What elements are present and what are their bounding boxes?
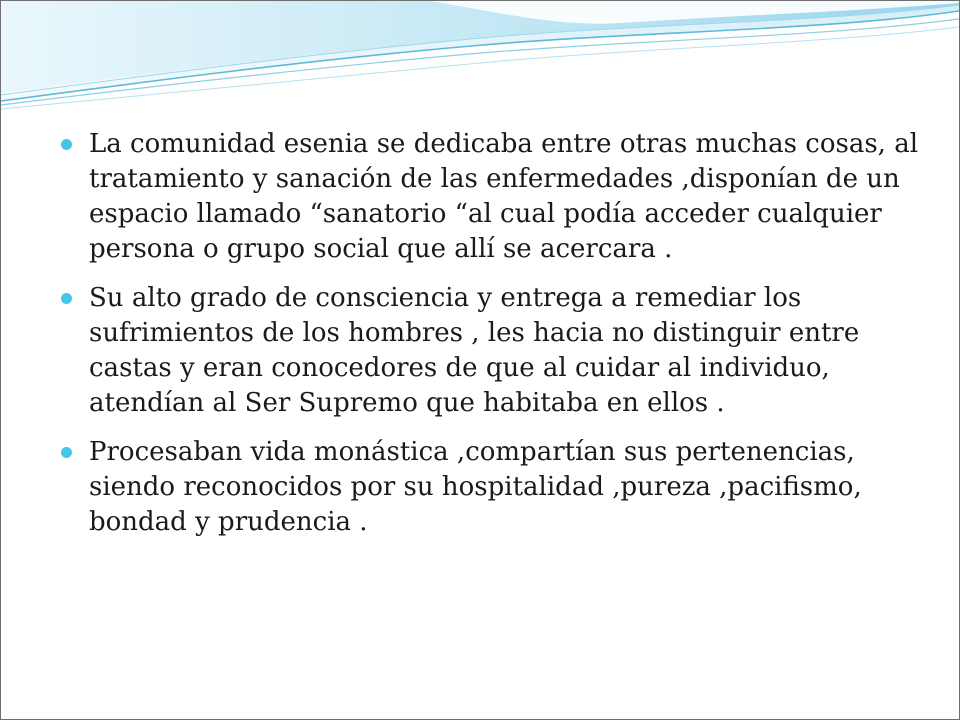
bullet-text: La comunidad esenia se dedicaba entre otras muchas cosas, al tratamiento y sanación de las enfermedades ,disponían de un espacio llamado “sanatorio “al cual podía acceder cualquier persona o grupo social que allí se acercara . <box>89 129 919 264</box>
bullet-list <box>61 127 931 540</box>
bullet-item <box>61 281 931 421</box>
bullet-item <box>61 127 931 267</box>
bullet-dot-icon <box>61 293 72 304</box>
bullet-dot-icon <box>61 139 72 150</box>
bullet-text: Su alto grado de consciencia y entrega a remediar los sufrimientos de los hombres , les hacia no distinguir entre castas y eran conocedores de que al cuidar al individuo, atendían al Ser Supremo que habitaba en ellos . <box>89 283 860 418</box>
bullet-text: Procesaban vida monástica ,compartían sus pertenencias, siendo reconocidos por su hospitalidad ,pureza ,pacifismo, bondad y prudencia . <box>89 437 862 537</box>
bullet-content <box>61 127 931 554</box>
header-wave-decoration <box>1 1 959 121</box>
bullet-dot-icon <box>61 447 72 458</box>
bullet-item <box>61 435 931 540</box>
